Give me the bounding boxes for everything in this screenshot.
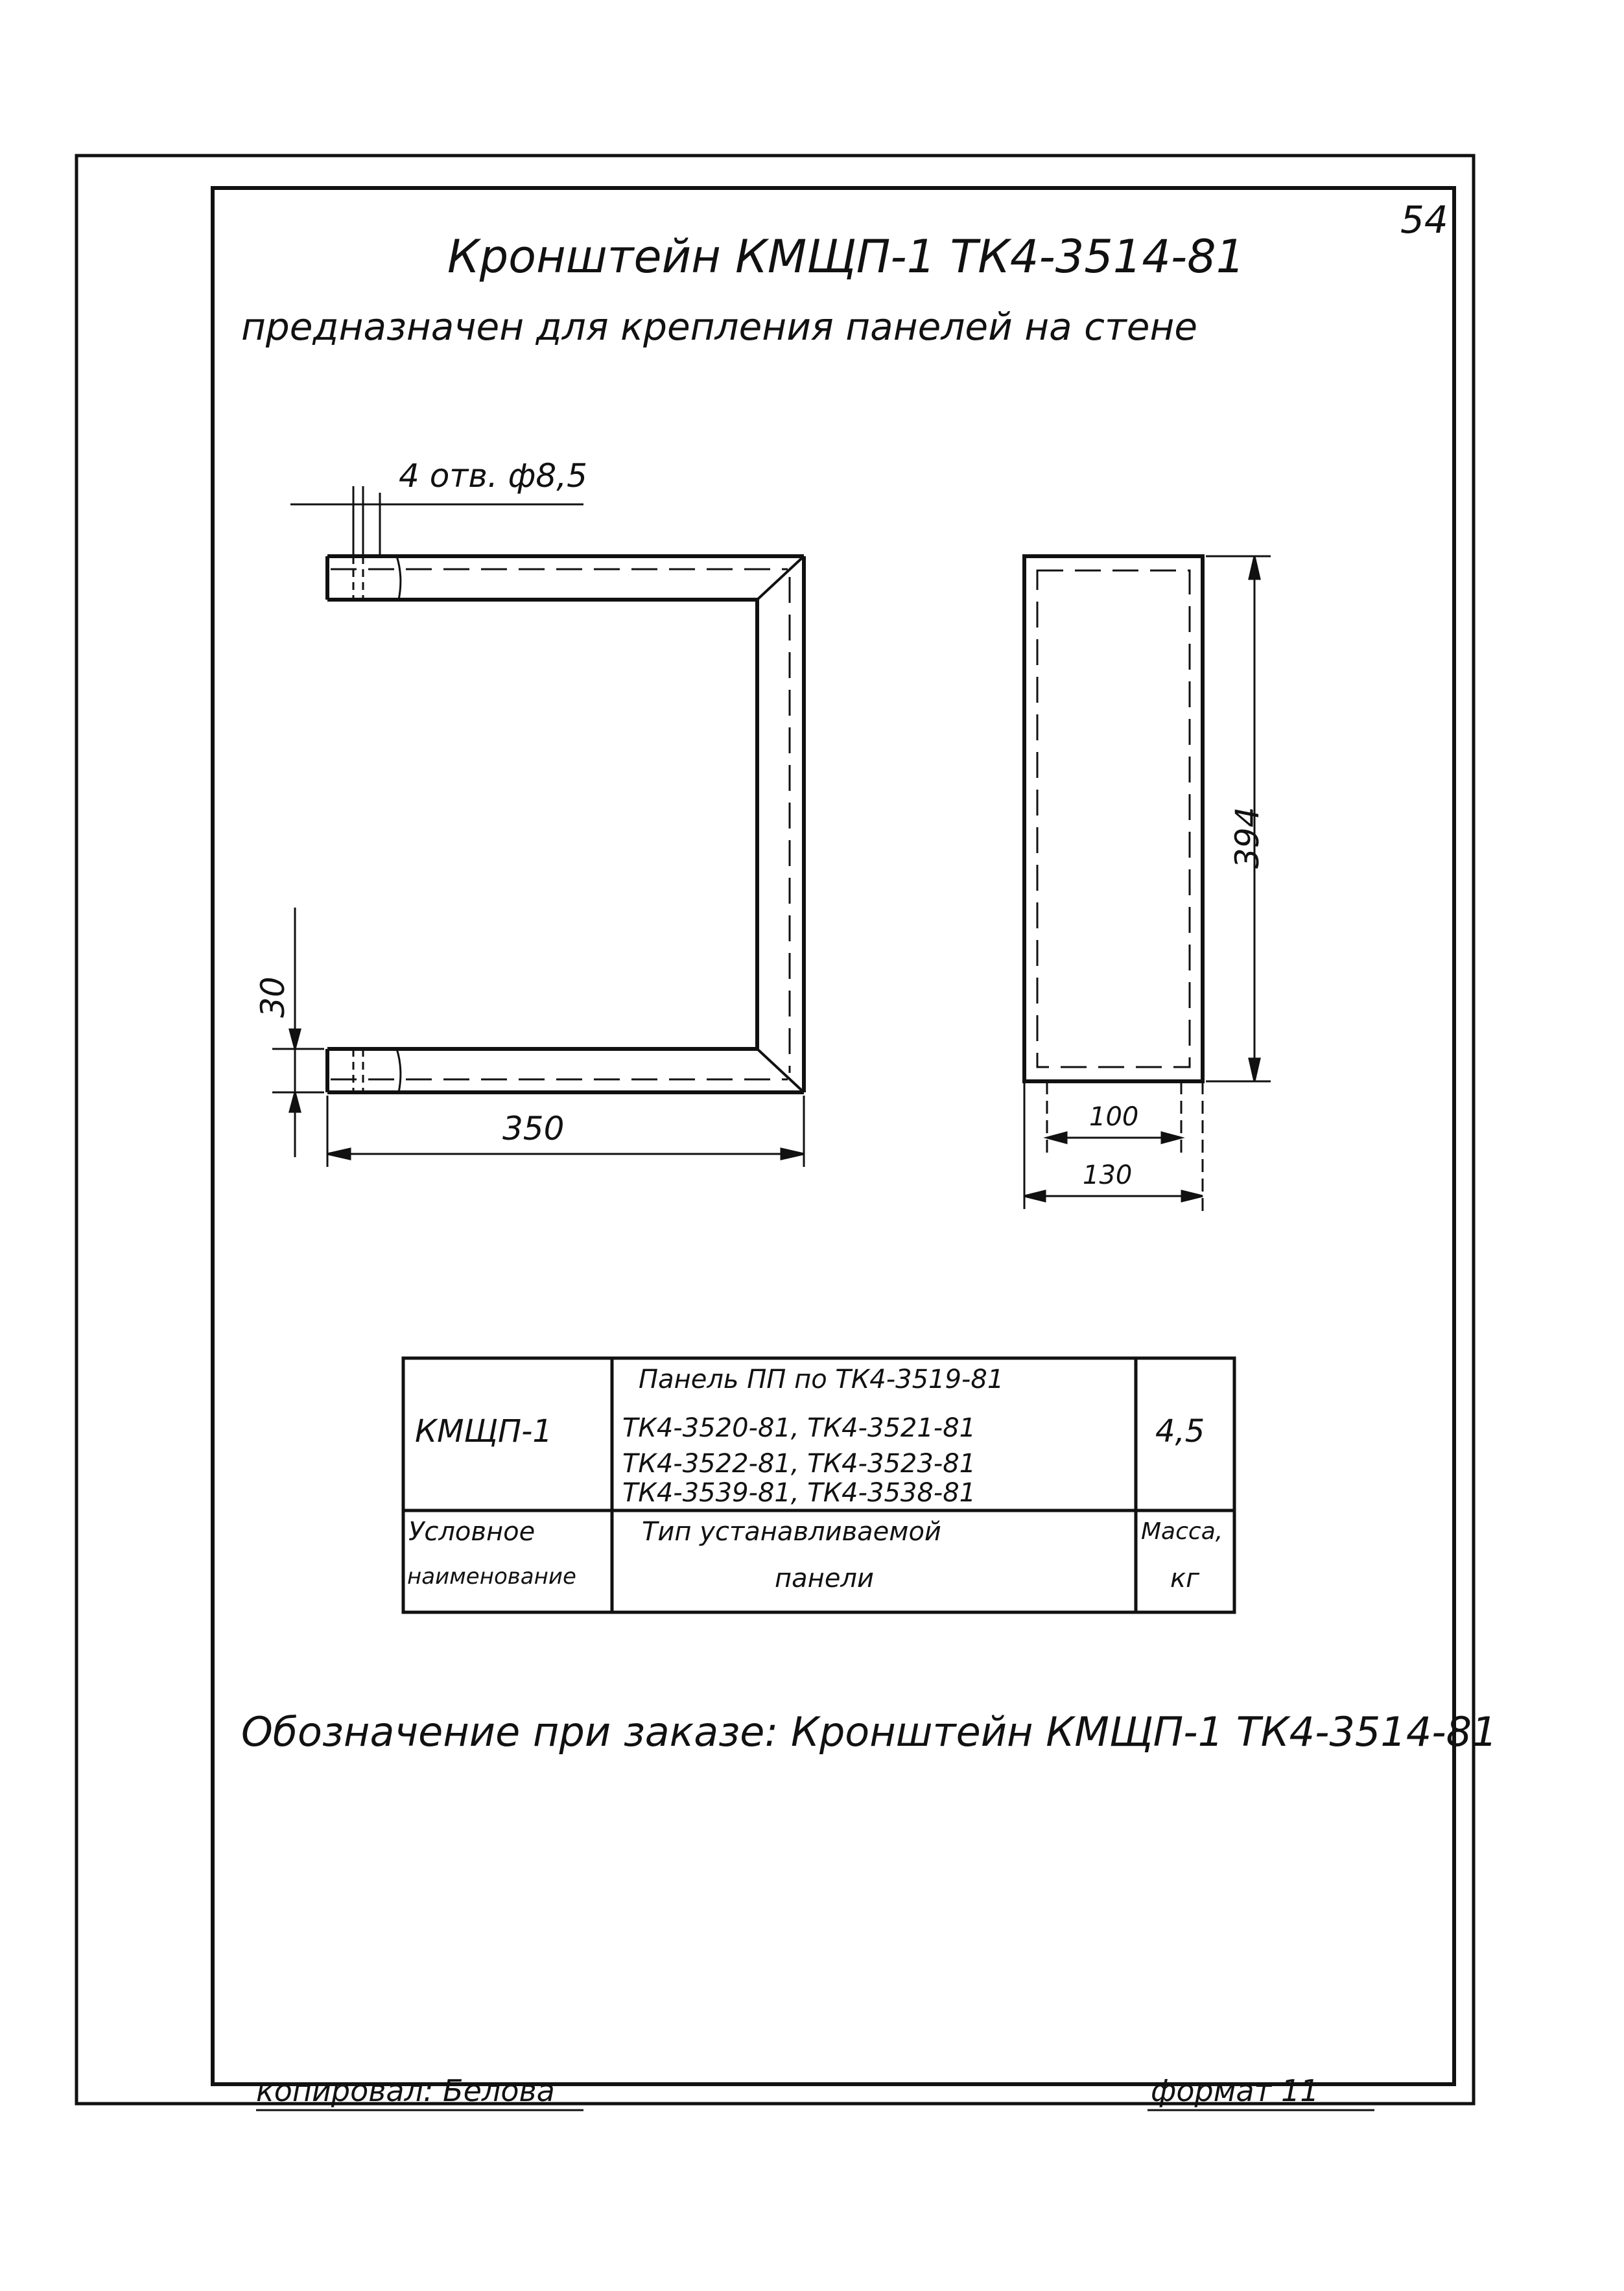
bracket-front-view — [1024, 556, 1203, 1081]
dim-label-350: 350 — [502, 1110, 565, 1147]
copied-by-label: копировал: Белова — [256, 2073, 555, 2108]
table-panel-line-1: Панель ПП по ТК4-3519-81 — [639, 1365, 1004, 1394]
dim-label-394: 394 — [1229, 806, 1266, 869]
dim-label-holes: 4 отв. ф8,5 — [399, 457, 587, 495]
dim-100-130 — [1024, 1081, 1203, 1212]
dim-label-100: 100 — [1089, 1102, 1139, 1132]
table-panel-line-4: ТК4-3539-81, ТК4-3538-81 — [622, 1478, 976, 1508]
dim-350 — [327, 1096, 804, 1167]
drawing-title: Кронштейн КМЩП-1 ТК4-3514-81 — [447, 230, 1245, 283]
page-number: 54 — [1400, 198, 1448, 242]
table-designation: КМЩП-1 — [415, 1413, 552, 1450]
holes-leader — [290, 486, 583, 556]
header-panel-1: Тип устанавливаемой — [642, 1517, 941, 1547]
order-designation-note: Обозначение при заказе: Кронштейн КМЩП-1 ТК4-3514-81 — [241, 1708, 1498, 1756]
dim-label-130: 130 — [1083, 1160, 1133, 1190]
header-mass-2: кг — [1170, 1564, 1200, 1593]
header-panel-2: панели — [775, 1564, 874, 1593]
drawing-subtitle: предназначен для крепления панелей на стене — [241, 305, 1198, 349]
table-panel-line-3: ТК4-3522-81, ТК4-3523-81 — [622, 1449, 976, 1479]
table-panel-line-2: ТК4-3520-81, ТК4-3521-81 — [622, 1413, 976, 1443]
table-mass: 4,5 — [1155, 1413, 1205, 1450]
outer-frame — [76, 156, 1474, 2104]
dim-label-30: 30 — [254, 976, 292, 1018]
format-label: формат 11 — [1151, 2073, 1319, 2108]
header-mass-1: Масса, — [1141, 1518, 1223, 1545]
header-designation-1: Условное — [408, 1517, 535, 1547]
bracket-side-view — [327, 556, 804, 1092]
header-designation-2: наименование — [407, 1564, 576, 1590]
dim-30 — [272, 908, 324, 1157]
